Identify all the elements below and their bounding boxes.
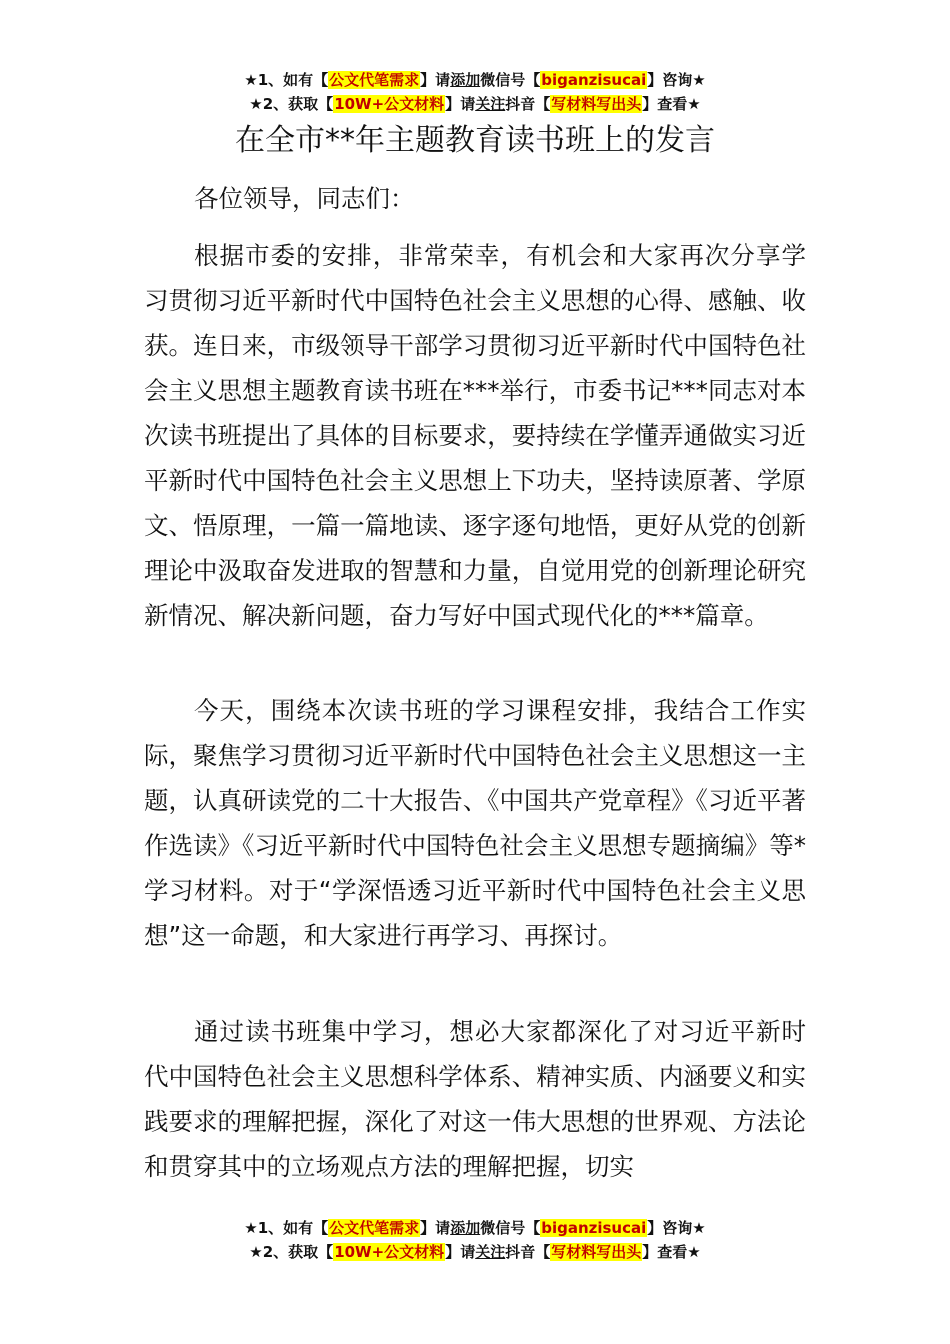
- banner-highlight: 10W+公文材料: [334, 1243, 445, 1261]
- banner-text: 抖音【: [505, 1243, 551, 1261]
- banner-text: ★1、如有【: [244, 71, 329, 89]
- banner-highlight: 10W+公文材料: [334, 95, 445, 113]
- banner-line-1: [0, 1216, 950, 1240]
- banner-highlight: 写材料写出头: [551, 95, 642, 113]
- banner-highlight: biganzisucai: [541, 71, 647, 89]
- banner-text: 】请: [445, 1243, 476, 1261]
- banner-text: 】请: [420, 71, 451, 89]
- banner-text: 】查看★: [642, 1243, 701, 1261]
- header-banner: [0, 68, 950, 116]
- banner-text: ★2、获取【: [249, 1243, 334, 1261]
- paragraph: 今天，围绕本次读书班的学习课程安排，我结合工作实际，聚焦学习贯彻习近平新时代中国特色社会主义思想这一主题，认真研读党的二十大报告、《中国共产党章程》《习近平著作选读》《习近平新时代中国特色社会主义思想专题摘编》等*学习材料。对于“学深悟透习近平新时代中国特色社会主义思想”这一命题，和大家进行再学习、再探讨。: [144, 696, 806, 950]
- banner-text: 微信号【: [480, 71, 541, 89]
- banner-underlined-text: 添加: [450, 1219, 481, 1237]
- banner-text: 】请: [420, 1219, 451, 1237]
- banner-highlight: 公文代笔需求: [329, 71, 420, 89]
- banner-highlight: 写材料写出头: [551, 1243, 642, 1261]
- banner-text: ★2、获取【: [249, 95, 334, 113]
- paragraph: 根据市委的安排，非常荣幸，有机会和大家再次分享学习贯彻习近平新时代中国特色社会主义思想的心得、感触、收获。连日来，市级领导干部学习贯彻习近平新时代中国特色社会主义思想主题教育读书班在***举行，市委书记***同志对本次读书班提出了具体的目标要求，要持续在学懂弄通做实习近平新时代中国特色社会主义思想上下功夫，坚持读原著、学原文、悟原理，一篇一篇地读、逐字逐句地悟，更好从党的创新理论中汲取奋发进取的智慧和力量，自觉用党的创新理论研究新情况、解决新问题，奋力写好中国式现代化的***篇章。: [144, 241, 806, 630]
- banner-line-2: [0, 92, 950, 116]
- banner-text: 微信号【: [480, 1219, 541, 1237]
- banner-text: 】咨询★: [647, 1219, 706, 1237]
- banner-line-2: [0, 1240, 950, 1264]
- salutation: 各位领导，同志们：: [194, 184, 415, 213]
- banner-text: ★1、如有【: [244, 1219, 329, 1237]
- banner-underlined-text: 添加: [450, 71, 481, 89]
- banner-text: 】请: [445, 95, 476, 113]
- banner-highlight: biganzisucai: [541, 1219, 647, 1237]
- banner-text: 】咨询★: [647, 71, 706, 89]
- banner-highlight: 公文代笔需求: [329, 1219, 420, 1237]
- paragraph: 通过读书班集中学习，想必大家都深化了对习近平新时代中国特色社会主义思想科学体系、精神实质、内涵要义和实践要求的理解把握，深化了对这一伟大思想的世界观、方法论和贯穿其中的立场观点方法的理解把握，切实: [144, 1017, 806, 1181]
- banner-text: 抖音【: [505, 95, 551, 113]
- document-title: 在全市**年主题教育读书班上的发言: [235, 123, 715, 158]
- banner-underlined-text: 关注: [475, 1243, 506, 1261]
- banner-line-1: [0, 68, 950, 92]
- banner-text: 】查看★: [642, 95, 701, 113]
- banner-underlined-text: 关注: [475, 95, 506, 113]
- footer-banner: [0, 1216, 950, 1264]
